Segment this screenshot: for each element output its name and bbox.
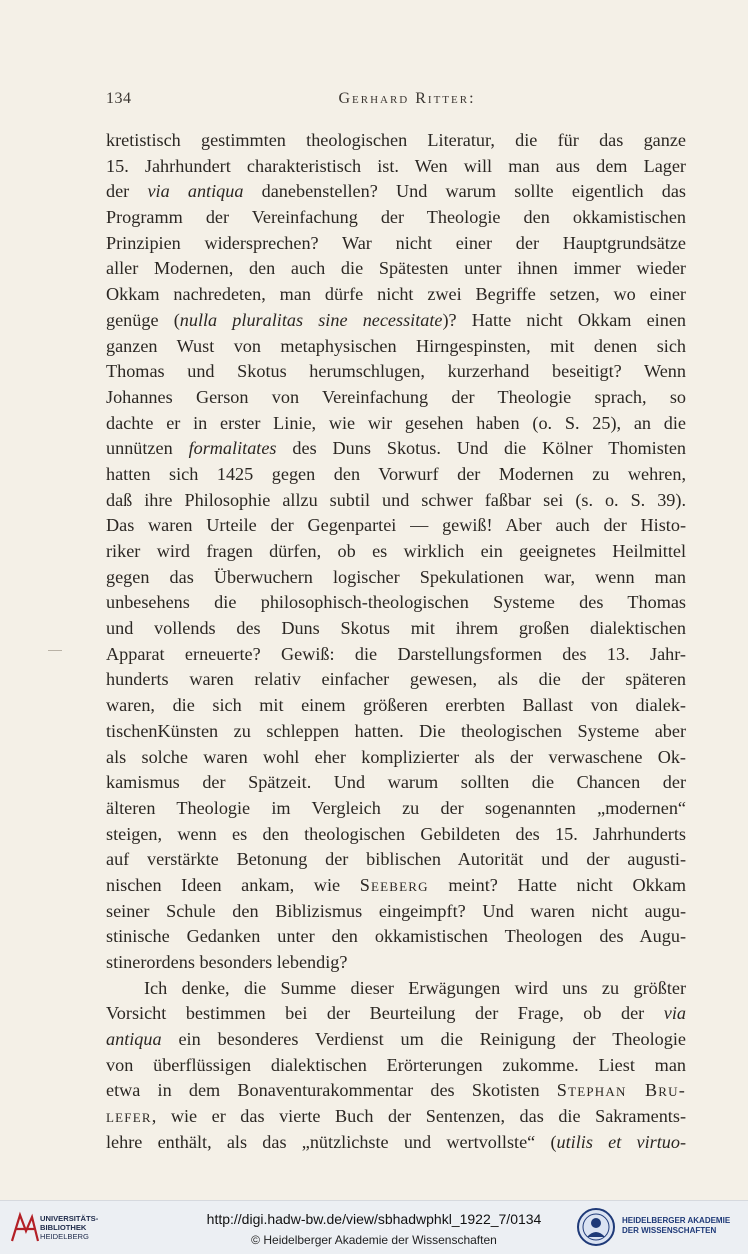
text-line [106,1027,686,1053]
italic-run: formalitates [188,438,277,459]
italic-run: nulla pluralitas sine necessitate [179,309,443,330]
permalink-url[interactable]: http://digi.hadw-bw.de/view/sbhadwphkl_1922_7/0134 [206,1211,542,1227]
text-line [106,1104,686,1130]
text-line [106,1130,686,1156]
text-line: gegen das Überwuchern logischer Spekulationen war, wenn man [106,566,686,587]
text-run: , wie er das vierte Buch der Sentenzen, das die Sakraments- [151,1106,686,1127]
text-run: nischen Ideen ankam, wie [106,874,360,895]
text-line: hatten sich 1425 gegen den Vorwurf der Modernen zu wehren, [106,463,686,484]
text-run: des Duns Skotus. Und die Kölner Thomisten [276,438,687,459]
academy-name-line2: DER WISSENSCHAFTEN [622,1226,717,1235]
text-line [106,1078,686,1104]
academy-name-line1: HEIDELBERGER AKADEMIE [622,1216,731,1225]
text-line [106,873,686,899]
text-line: ganzen Wust von metaphysischen Hirngespinsten, mit denen sich [106,335,686,356]
text-run: meint? Hatte nicht Okkam [428,874,686,895]
smallcaps-run: lefer [106,1106,152,1127]
text-line: seiner Schule den Biblizismus eingeimpft? Und waren nicht augu- [106,900,686,921]
text-line: als solche waren wohl eher komplizierter als der verwaschene Ok- [106,746,686,767]
text-line: steigen, wenn es den theologischen Gebildeten des 15. Jahrhunderts [106,823,686,844]
running-head: Gerhard Ritter: [338,90,476,107]
text-line: waren, die sich mit einem größeren ererbten Ballast von dialek- [106,695,686,716]
body-text [106,128,686,1156]
text-line: Das waren Urteile der Gegenpartei — gewiß! Aber auch der Histo- [106,515,686,536]
page-number: 134 [106,90,132,107]
text-line: 15. Jahrhundert charakteristisch ist. Wen will man aus dem Lager [106,155,686,176]
text-line: hunderts waren relativ einfacher gewesen, als die der späteren [106,669,686,690]
library-city: HEIDELBERG [40,1232,89,1241]
text-line: kamismus der Spätzeit. Und warum sollten die Chancen der [106,772,686,793]
copyright-notice: © Heidelberger Akademie der Wissenschaften [251,1233,497,1247]
text-line: und vollends des Duns Skotus mit ihrem großen dialektischen [106,618,686,639]
text-line: daß ihre Philosophie allzu subtil und schwer faßbar sei (s. o. S. 39). [106,489,686,510]
footer-bar [0,1200,748,1254]
text-line [106,179,686,205]
text-line [106,308,686,334]
text-line: dachte er in erster Linie, wie wir gesehen haben (o. S. 25), an die [106,412,686,433]
text-line: auf verstärkte Betonung der biblischen Autorität und der augusti- [106,849,686,870]
text-line [106,1001,686,1027]
text-run: )? Hatte nicht Okkam einen [442,309,686,330]
text-line: Johannes Gerson von Vereinfachung der Theologie sprach, so [106,386,686,407]
italic-run: antiqua [106,1029,162,1050]
text-line: Thomas und Skotus herumschlugen, kurzerhand beseitigt? Wenn [106,361,686,382]
smallcaps-run: Stephan Bru- [556,1080,686,1101]
text-line: von überflüssigen dialektischen Erörterungen zukomme. Liest man [106,1054,686,1075]
italic-run: via antiqua [147,181,244,202]
italic-run: via [663,1003,686,1024]
text-line: stinerordens besonders lebendig? [106,952,348,972]
text-run: etwa in dem Bonaventurakommentar des Skotisten [106,1080,557,1101]
text-line: Ich denke, die Summe dieser Erwägungen wird uns zu größter [144,977,686,998]
text-run: danebenstellen? Und warum sollte eigentlich das [243,181,686,202]
text-line [106,436,686,462]
text-line: riker wird fragen dürfen, ob es wirklich ein geeignetes Heilmittel [106,541,686,561]
text-line: aller Modernen, den auch die Spätesten unter ihnen immer wieder [106,258,686,279]
text-line: Apparat erneuerte? Gewiß: die Darstellungsformen des 13. Jahr- [106,643,686,664]
page-header [106,90,684,112]
text-line: Prinzipien widersprechen? War nicht einer der Hauptgrundsätze [106,232,686,253]
library-name-line1: UNIVERSITÄTS- [40,1214,99,1223]
text-line: älteren Theologie im Vergleich zu der sogenannten „modernen“ [106,797,686,818]
margin-mark [48,650,62,651]
text-line: unbesehens die philosophisch-theologischen Systeme des Thomas [106,592,686,613]
text-run: der [106,181,148,202]
academy-name [622,1216,730,1236]
library-name-line2: BIBLIOTHEK [40,1223,87,1232]
text-line: Okkam nachredeten, man dürfe nicht zwei Begriffe setzen, wo einer [106,284,686,305]
text-line: Programm der Vereinfachung der Theologie den okkamistischen [106,207,686,228]
academy-seal-icon[interactable] [576,1207,616,1247]
text-run: lehre enthält, als das „nützlichste und wertvollste“ ( [106,1131,557,1152]
text-run: unnützen [106,438,189,459]
smallcaps-run: Seeberg [359,874,429,895]
text-line: tischenKünsten zu schleppen hatten. Die theologischen Systeme aber [106,720,686,741]
text-run: genüge ( [106,309,180,330]
italic-run: utilis et virtuo- [556,1131,686,1152]
text-run: ein besonderes Verdienst um die Reinigung der Theologie [161,1029,686,1050]
text-line: stinische Gedanken unter den okkamistischen Theologen des Augu- [106,926,686,947]
text-line: kretistisch gestimmten theologischen Literatur, die für das ganze [106,130,686,150]
text-run: Vorsicht bestimmen bei der Beurteilung der Frage, ob der [106,1003,664,1024]
